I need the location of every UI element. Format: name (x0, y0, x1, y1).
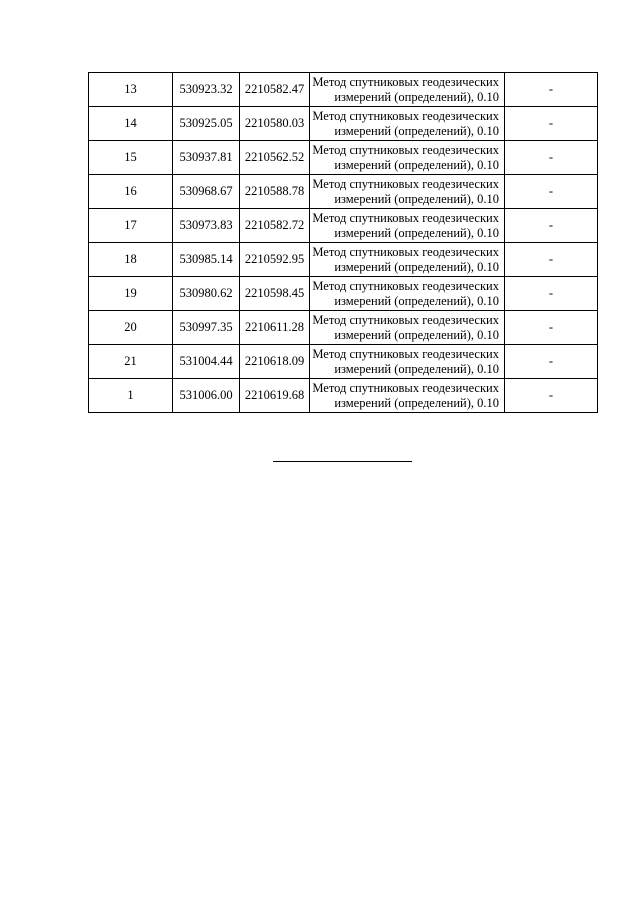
y-coordinate-cell: 2210562.52 (240, 141, 310, 175)
x-coordinate-cell: 531004.44 (173, 345, 240, 379)
method-line-1: Метод спутниковых геодезических (312, 380, 499, 395)
method-line-1: Метод спутниковых геодезических (312, 312, 499, 327)
table-row (89, 345, 598, 379)
method-line-2: измерений (определений), 0.10 (334, 327, 499, 342)
method-accuracy-cell (310, 311, 505, 345)
table-row (89, 311, 598, 345)
point-number-cell: 15 (89, 141, 173, 175)
method-line-2: измерений (определений), 0.10 (334, 395, 499, 410)
table-row (89, 141, 598, 175)
method-line-2: измерений (определений), 0.10 (334, 225, 499, 240)
note-cell: - (505, 379, 598, 413)
note-cell: - (505, 107, 598, 141)
note-cell: - (505, 73, 598, 107)
table-row (89, 73, 598, 107)
y-coordinate-cell: 2210618.09 (240, 345, 310, 379)
method-accuracy-cell (310, 277, 505, 311)
point-number-cell: 13 (89, 73, 173, 107)
footnote-separator-line (273, 461, 412, 462)
method-accuracy-cell (310, 243, 505, 277)
note-cell: - (505, 175, 598, 209)
table-row (89, 277, 598, 311)
method-line-2: измерений (определений), 0.10 (334, 123, 499, 138)
point-number-cell: 21 (89, 345, 173, 379)
method-line-2: измерений (определений), 0.10 (334, 89, 499, 104)
method-line-1: Метод спутниковых геодезических (312, 278, 499, 293)
y-coordinate-cell: 2210611.28 (240, 311, 310, 345)
method-line-2: измерений (определений), 0.10 (334, 191, 499, 206)
table-row (89, 243, 598, 277)
method-accuracy-cell (310, 345, 505, 379)
x-coordinate-cell: 531006.00 (173, 379, 240, 413)
point-number-cell: 14 (89, 107, 173, 141)
x-coordinate-cell: 530980.62 (173, 277, 240, 311)
method-line-2: измерений (определений), 0.10 (334, 259, 499, 274)
note-cell: - (505, 277, 598, 311)
point-number-cell: 16 (89, 175, 173, 209)
x-coordinate-cell: 530985.14 (173, 243, 240, 277)
method-line-1: Метод спутниковых геодезических (312, 142, 499, 157)
x-coordinate-cell: 530973.83 (173, 209, 240, 243)
method-accuracy-cell (310, 141, 505, 175)
y-coordinate-cell: 2210580.03 (240, 107, 310, 141)
y-coordinate-cell: 2210588.78 (240, 175, 310, 209)
method-accuracy-cell (310, 107, 505, 141)
method-accuracy-cell (310, 175, 505, 209)
x-coordinate-cell: 530925.05 (173, 107, 240, 141)
table-row (89, 379, 598, 413)
y-coordinate-cell: 2210582.72 (240, 209, 310, 243)
coordinates-table-body (89, 73, 598, 413)
method-accuracy-cell (310, 379, 505, 413)
method-line-1: Метод спутниковых геодезических (312, 346, 499, 361)
method-line-1: Метод спутниковых геодезических (312, 210, 499, 225)
table-row (89, 107, 598, 141)
method-accuracy-cell (310, 209, 505, 243)
method-line-1: Метод спутниковых геодезических (312, 74, 499, 89)
note-cell: - (505, 141, 598, 175)
y-coordinate-cell: 2210619.68 (240, 379, 310, 413)
method-line-2: измерений (определений), 0.10 (334, 157, 499, 172)
point-number-cell: 1 (89, 379, 173, 413)
point-number-cell: 18 (89, 243, 173, 277)
note-cell: - (505, 209, 598, 243)
method-line-2: измерений (определений), 0.10 (334, 361, 499, 376)
note-cell: - (505, 345, 598, 379)
method-accuracy-cell (310, 73, 505, 107)
y-coordinate-cell: 2210592.95 (240, 243, 310, 277)
table-row (89, 209, 598, 243)
x-coordinate-cell: 530937.81 (173, 141, 240, 175)
method-line-1: Метод спутниковых геодезических (312, 176, 499, 191)
x-coordinate-cell: 530923.32 (173, 73, 240, 107)
point-number-cell: 19 (89, 277, 173, 311)
method-line-1: Метод спутниковых геодезических (312, 244, 499, 259)
note-cell: - (505, 243, 598, 277)
x-coordinate-cell: 530968.67 (173, 175, 240, 209)
point-number-cell: 17 (89, 209, 173, 243)
table-row (89, 175, 598, 209)
x-coordinate-cell: 530997.35 (173, 311, 240, 345)
note-cell: - (505, 311, 598, 345)
y-coordinate-cell: 2210598.45 (240, 277, 310, 311)
y-coordinate-cell: 2210582.47 (240, 73, 310, 107)
method-line-1: Метод спутниковых геодезических (312, 108, 499, 123)
coordinates-table (88, 72, 598, 413)
method-line-2: измерений (определений), 0.10 (334, 293, 499, 308)
point-number-cell: 20 (89, 311, 173, 345)
